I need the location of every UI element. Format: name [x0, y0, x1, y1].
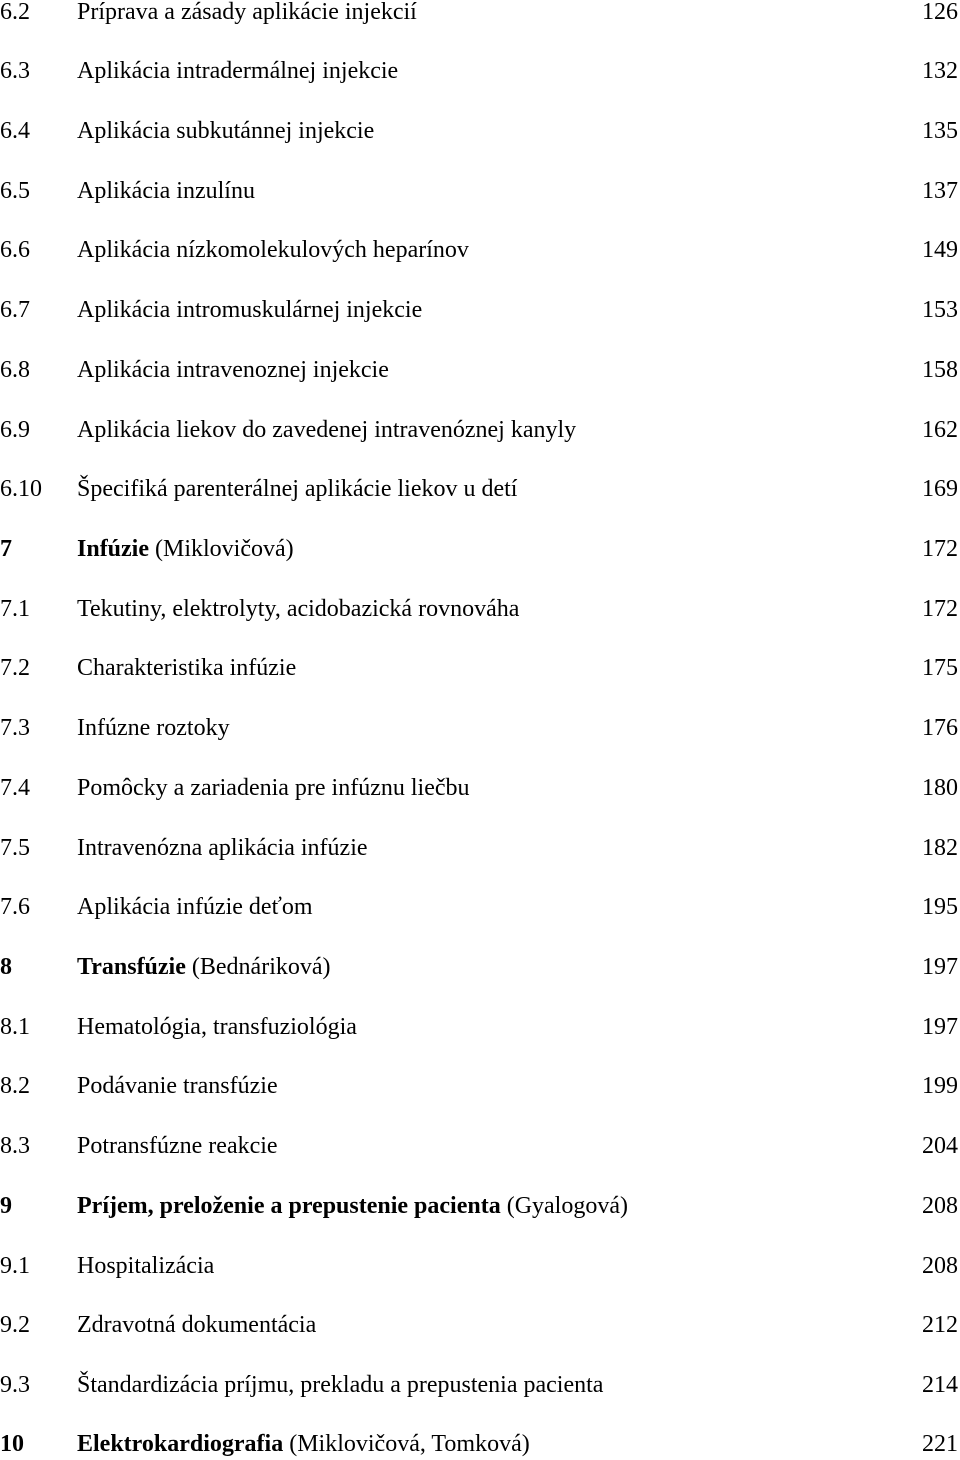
- section-title: Štandardizácia príjmu, prekladu a prepustenia pacienta: [77, 1372, 604, 1398]
- toc-entry-9-3: [0, 1369, 958, 1401]
- section-number: 6.9: [0, 417, 30, 443]
- page-number: 197: [922, 954, 958, 980]
- page-number: 176: [922, 715, 958, 741]
- section-number: 7.6: [0, 894, 30, 920]
- page-number: 182: [922, 835, 958, 861]
- page-number: 132: [922, 58, 958, 84]
- section-number: 8.2: [0, 1073, 30, 1099]
- chapter-number: 9: [0, 1193, 12, 1219]
- section-title: Hematológia, transfuziológia: [77, 1014, 357, 1040]
- section-title: Aplikácia intromuskulárnej injekcie: [77, 297, 423, 323]
- section-title: Aplikácia subkutánnej injekcie: [77, 118, 375, 144]
- section-title: Podávanie transfúzie: [77, 1073, 278, 1099]
- toc-entry-8-3: [0, 1130, 958, 1162]
- toc-entry-9: [0, 1190, 958, 1222]
- toc-entry-7-3: [0, 712, 958, 744]
- page-number: 180: [922, 775, 958, 801]
- section-number: 9.1: [0, 1253, 30, 1279]
- toc-entry-9-1: [0, 1250, 958, 1282]
- page-number: 126: [922, 0, 958, 25]
- chapter-title-group: [77, 951, 331, 983]
- page-number: 172: [922, 536, 958, 562]
- page-number: 199: [922, 1073, 958, 1099]
- toc-entry-8-1: [0, 1011, 958, 1043]
- section-number: 6.5: [0, 178, 30, 204]
- section-title: Príprava a zásady aplikácie injekcií: [77, 0, 417, 25]
- page-number: 197: [922, 1014, 958, 1040]
- section-number: 6.4: [0, 118, 30, 144]
- toc-entry-6-10: [0, 473, 958, 505]
- page-number: 214: [922, 1372, 958, 1398]
- toc-entry-6-2: [0, 0, 958, 28]
- toc-entry-10: [0, 1428, 958, 1460]
- section-number: 6.6: [0, 237, 30, 263]
- toc-entry-8-2: [0, 1070, 958, 1102]
- page-number: 162: [922, 417, 958, 443]
- chapter-author: (Miklovičová): [149, 536, 294, 562]
- section-title: Infúzne roztoky: [77, 715, 230, 741]
- chapter-number: 10: [0, 1431, 24, 1457]
- section-title: Charakteristika infúzie: [77, 655, 297, 681]
- section-number: 6.8: [0, 357, 30, 383]
- section-title: Aplikácia intravenoznej injekcie: [77, 357, 389, 383]
- chapter-author: (Miklovičová, Tomková): [283, 1431, 530, 1457]
- section-title: Intravenózna aplikácia infúzie: [77, 835, 368, 861]
- section-number: 9.2: [0, 1312, 30, 1338]
- section-title: Hospitalizácia: [77, 1253, 215, 1279]
- section-number: 8.1: [0, 1014, 30, 1040]
- page-number: 172: [922, 596, 958, 622]
- chapter-number: 7: [0, 536, 12, 562]
- page-number: 153: [922, 297, 958, 323]
- toc-entry-7-6: [0, 891, 958, 923]
- page-number: 175: [922, 655, 958, 681]
- section-number: 7.4: [0, 775, 30, 801]
- section-number: 7.1: [0, 596, 30, 622]
- section-title: Tekutiny, elektrolyty, acidobazická rovnováha: [77, 596, 520, 622]
- section-title: Špecifiká parenterálnej aplikácie liekov u detí: [77, 476, 518, 502]
- section-title: Zdravotná dokumentácia: [77, 1312, 317, 1338]
- section-title: Pomôcky a zariadenia pre infúznu liečbu: [77, 775, 470, 801]
- page-number: 137: [922, 178, 958, 204]
- toc-entry-6-3: [0, 55, 958, 87]
- toc-entry-7-1: [0, 593, 958, 625]
- toc-entry-7-4: [0, 772, 958, 804]
- chapter-title: Elektrokardiografia: [77, 1431, 284, 1457]
- toc-entry-7-2: [0, 652, 958, 684]
- section-number: 7.5: [0, 835, 30, 861]
- chapter-title: Transfúzie: [77, 954, 186, 980]
- toc-entry-9-2: [0, 1309, 958, 1341]
- page-number: 195: [922, 894, 958, 920]
- toc-entry-7: [0, 533, 958, 565]
- section-title: Aplikácia liekov do zavedenej intravenóznej kanyly: [77, 417, 577, 443]
- page-number: 169: [922, 476, 958, 502]
- toc-entry-8: [0, 951, 958, 983]
- toc-entry-6-8: [0, 354, 958, 386]
- chapter-title-group: [77, 533, 294, 565]
- section-number: 6.2: [0, 0, 30, 25]
- chapter-number: 8: [0, 954, 12, 980]
- toc-entry-6-7: [0, 294, 958, 326]
- page-number: 212: [922, 1312, 958, 1338]
- toc-entry-6-9: [0, 414, 958, 446]
- toc-entry-6-6: [0, 234, 958, 266]
- toc-entry-6-4: [0, 115, 958, 147]
- toc-entry-6-5: [0, 175, 958, 207]
- chapter-title-group: [77, 1190, 628, 1222]
- section-number: 7.2: [0, 655, 30, 681]
- toc-entry-7-5: [0, 832, 958, 864]
- section-number: 6.7: [0, 297, 30, 323]
- page-number: 135: [922, 118, 958, 144]
- section-title: Aplikácia infúzie deťom: [77, 894, 313, 920]
- chapter-title: Infúzie: [77, 536, 149, 562]
- page-number: 208: [922, 1193, 958, 1219]
- section-title: Aplikácia intradermálnej injekcie: [77, 58, 399, 84]
- section-number: 6.3: [0, 58, 30, 84]
- section-title: Aplikácia nízkomolekulových heparínov: [77, 237, 469, 263]
- chapter-author: (Gyalogová): [500, 1193, 628, 1219]
- page-number: 208: [922, 1253, 958, 1279]
- section-number: 9.3: [0, 1372, 30, 1398]
- section-number: 7.3: [0, 715, 30, 741]
- section-title: Potransfúzne reakcie: [77, 1133, 278, 1159]
- chapter-author: (Bednáriková): [185, 954, 331, 980]
- page-number: 158: [922, 357, 958, 383]
- page-number: 204: [922, 1133, 958, 1159]
- section-number: 6.10: [0, 476, 42, 502]
- page-number: 149: [922, 237, 958, 263]
- page-number: 221: [922, 1431, 958, 1457]
- chapter-title-group: [77, 1428, 530, 1460]
- chapter-title: Príjem, preloženie a prepustenie pacienta: [77, 1193, 501, 1219]
- section-title: Aplikácia inzulínu: [77, 178, 255, 204]
- section-number: 8.3: [0, 1133, 30, 1159]
